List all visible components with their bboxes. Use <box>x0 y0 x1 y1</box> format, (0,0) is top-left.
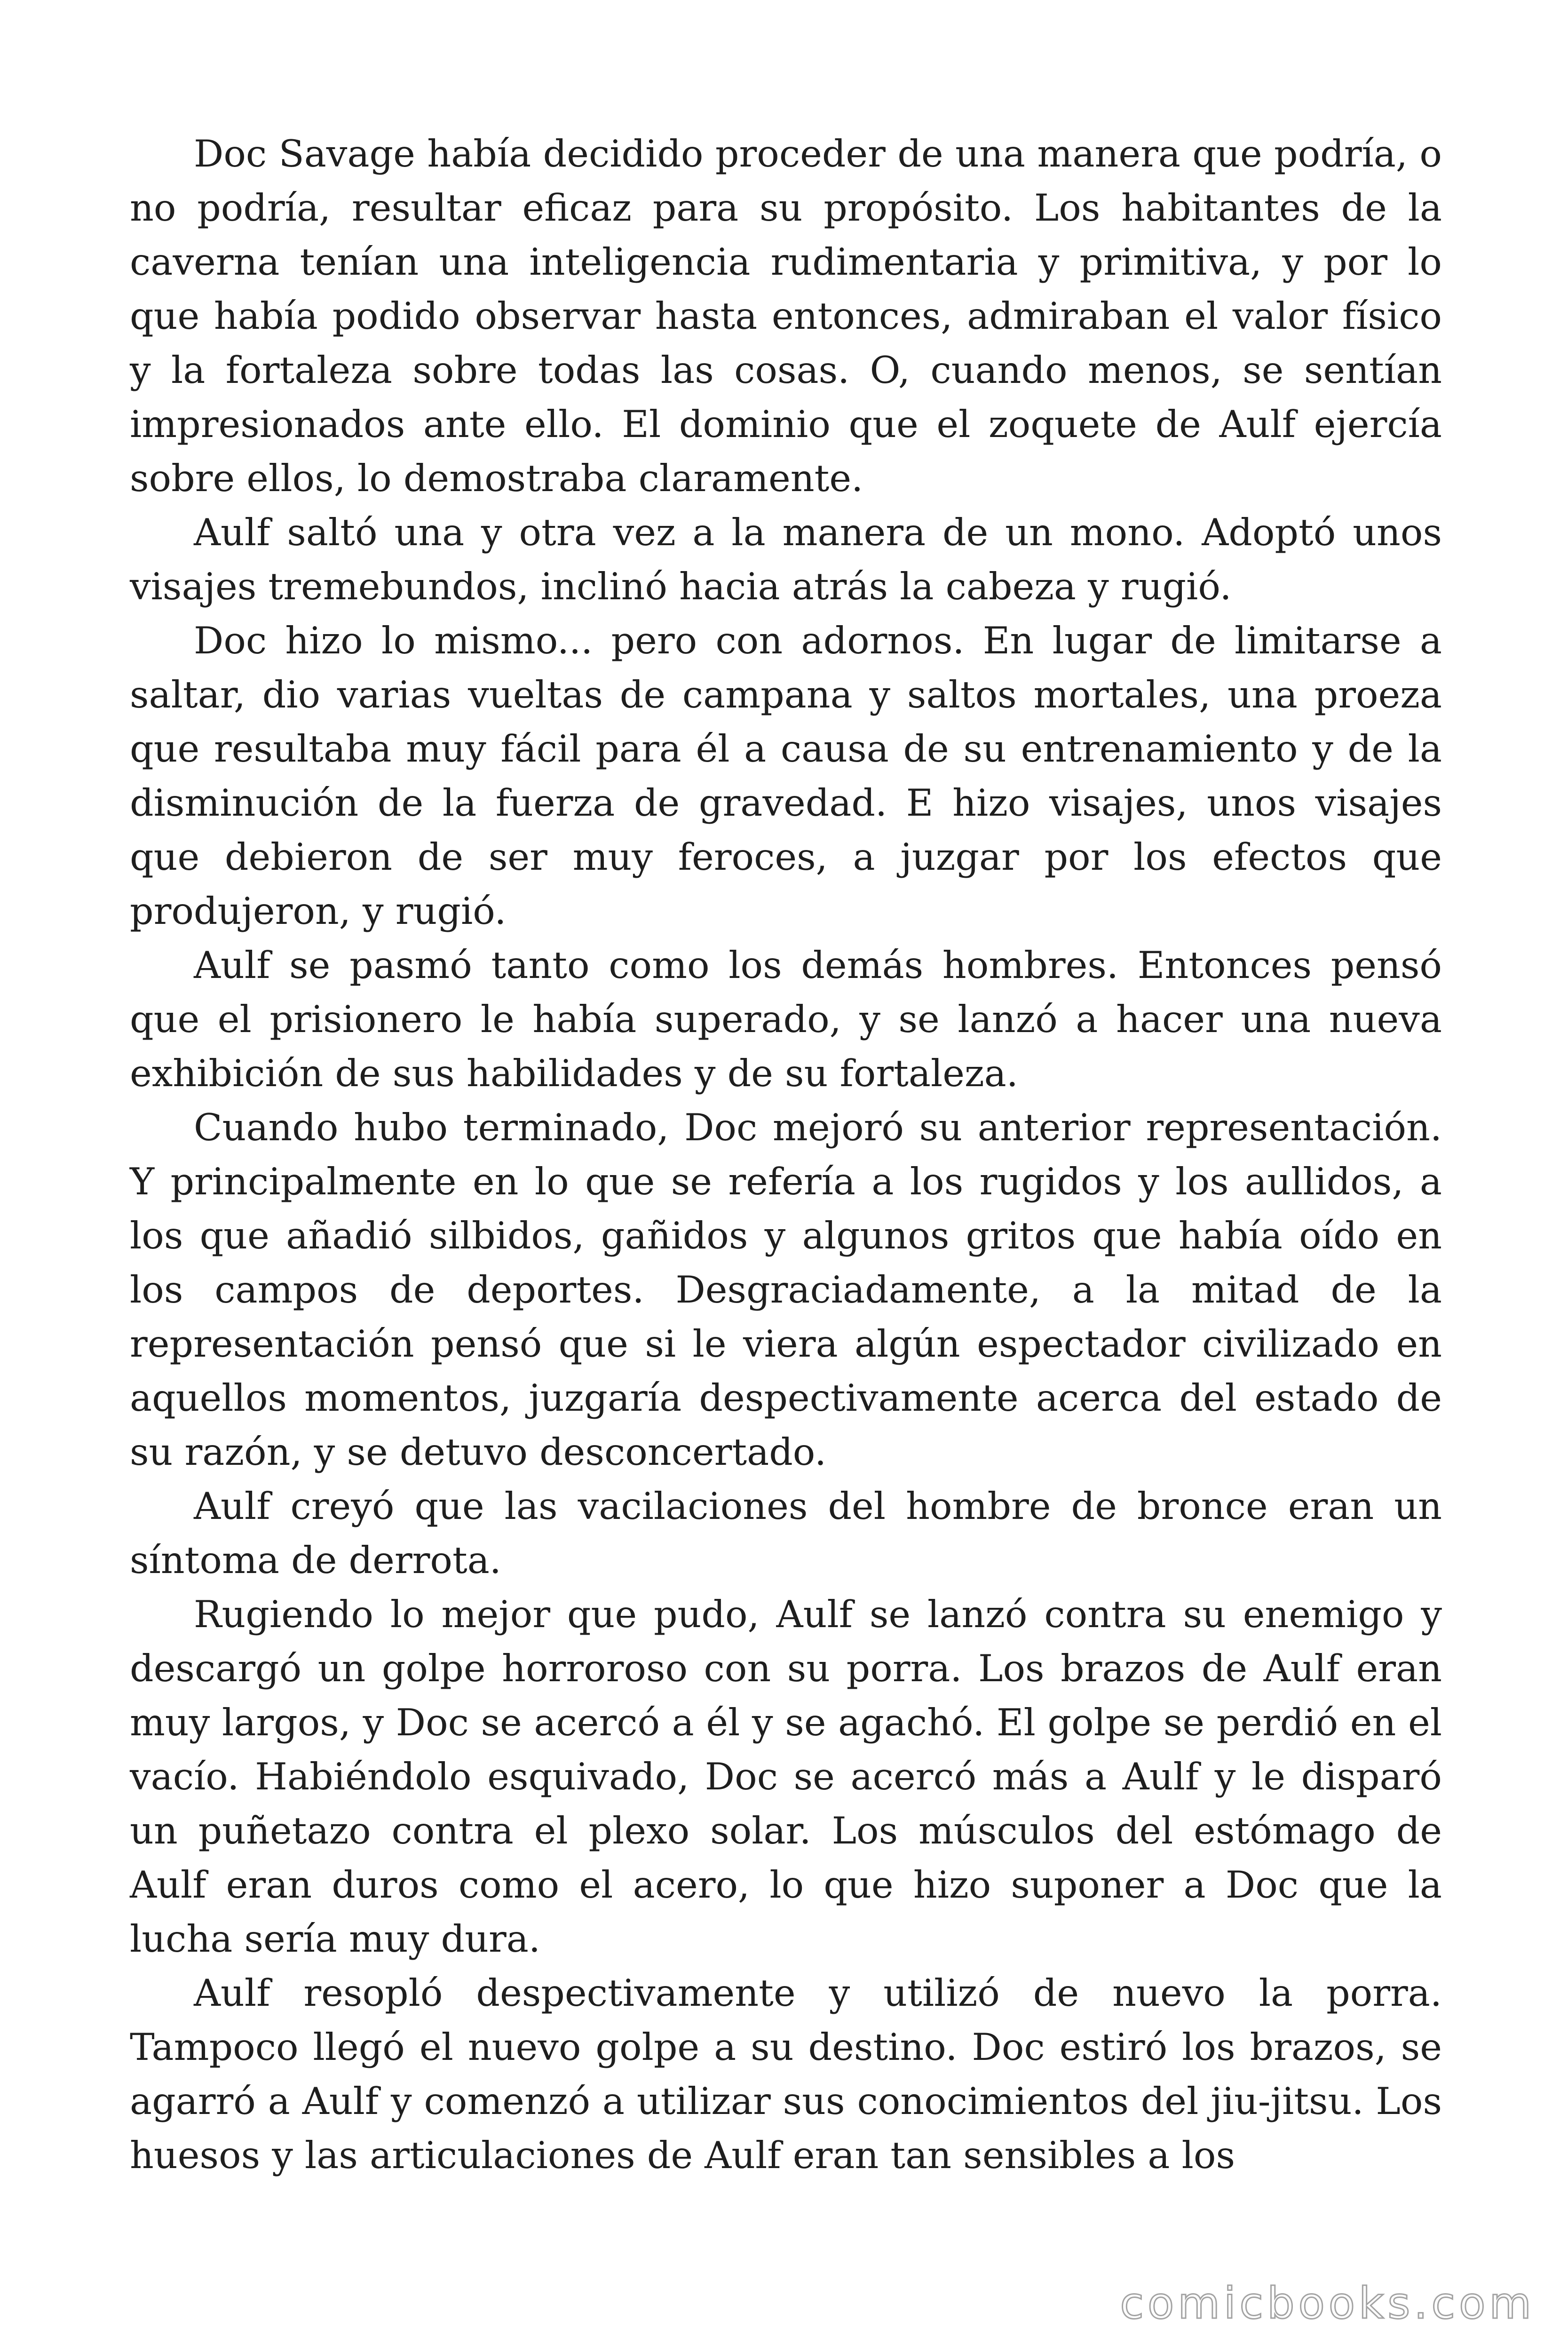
paragraph-7: Rugiendo lo mejor que pudo, Aulf se lanzó contra su enemigo y descargó un golpe horroroso con su porra. Los brazos de Aulf eran muy largos, y Doc se acercó a él y se agachó. El golpe se perdió en el vacío. Habiéndolo esquivado, Doc se acercó más a Aulf y le disparó un puñetazo contra el plexo solar. Los músculos del estómago de Aulf eran duros como el acero, lo que hizo suponer a Doc que la lucha sería muy dura. <box>130 1593 1442 1961</box>
paragraph-4: Aulf se pasmó tanto como los demás hombres. Entonces pensó que el prisionero le había superado, y se lanzó a hacer una nueva exhibición de sus habilidades y de su fortaleza. <box>130 944 1442 1095</box>
watermark: comicbooks.com <box>1120 2278 1535 2328</box>
paragraph-3: Doc hizo lo mismo... pero con adornos. En lugar de limitarse a saltar, dio varias vueltas de campana y saltos mortales, una proeza que resultaba muy fácil para él a causa de su entrenamiento y de la disminución de la fuerza de gravedad. E hizo visajes, unos visajes que debieron de ser muy feroces, a juzgar por los efectos que produjeron, y rugió. <box>130 619 1442 933</box>
paragraph-2: Aulf saltó una y otra vez a la manera de un mono. Adoptó unos visajes tremebundos, inclinó hacia atrás la cabeza y rugió. <box>130 511 1442 608</box>
book-page-text <box>130 127 1442 2183</box>
paragraph-6: Aulf creyó que las vacilaciones del hombre de bronce eran un síntoma de derrota. <box>130 1485 1442 1582</box>
paragraph-8: Aulf resopló despectivamente y utilizó de nuevo la porra. Tampoco llegó el nuevo golpe a su destino. Doc estiró los brazos, se agarró a Aulf y comenzó a utilizar sus conocimientos del jiu-jitsu. Los huesos y las articulaciones de Aulf eran tan sensibles a los <box>130 1971 1442 2177</box>
paragraph-1: Doc Savage había decidido proceder de una manera que podría, o no podría, resultar eficaz para su propósito. Los habitantes de la caverna tenían una inteligencia rudimentaria y primitiva, y por lo que había podido observar hasta entonces, admiraban el valor físico y la fortaleza sobre todas las cosas. O, cuando menos, se sentían impresionados ante ello. El dominio que el zoquete de Aulf ejercía sobre ellos, lo demostraba claramente. <box>130 132 1442 500</box>
paragraph-5: Cuando hubo terminado, Doc mejoró su anterior representación. Y principalmente en lo que se refería a los rugidos y los aullidos, a los que añadió silbidos, gañidos y algunos gritos que había oído en los campos de deportes. Desgraciadamente, a la mitad de la representación pensó que si le viera algún espectador civilizado en aquellos momentos, juzgaría despectivamente acerca del estado de su razón, y se detuvo desconcertado. <box>130 1106 1442 1474</box>
